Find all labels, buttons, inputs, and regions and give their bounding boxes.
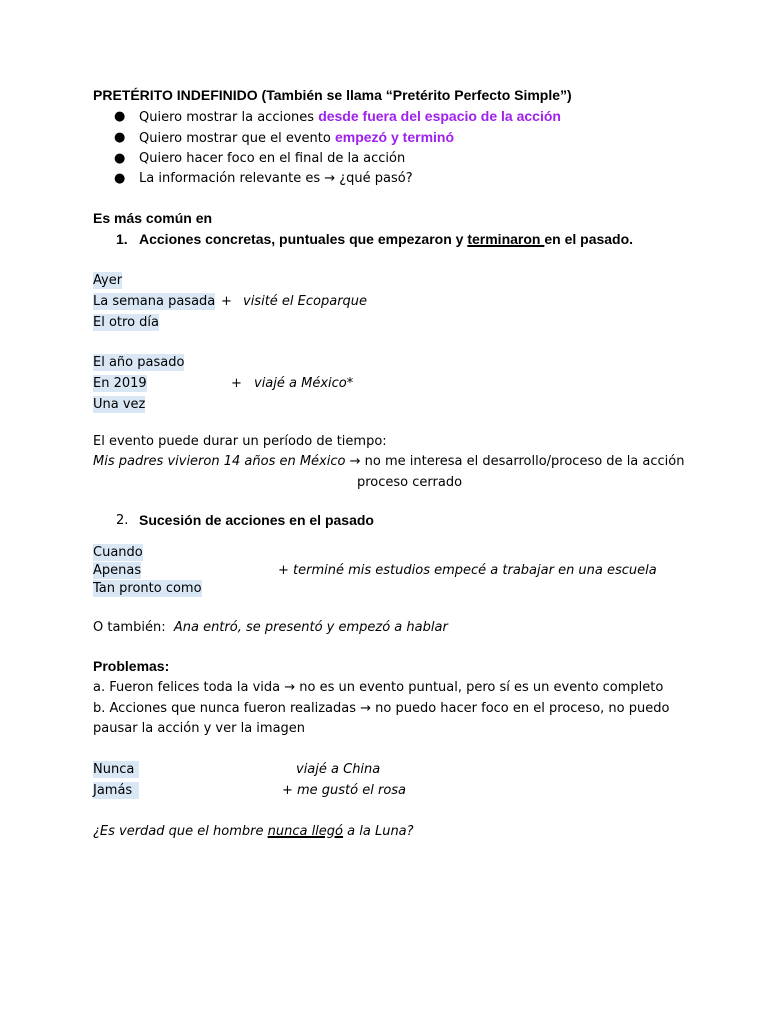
example-sentence: Ana entró, se presentó y empezó a hablar xyxy=(173,620,448,635)
time-expression: Ayer xyxy=(93,273,123,288)
time-expression: El año pasado xyxy=(93,355,185,370)
question-text: ¿Es verdad que el hombre xyxy=(93,824,268,839)
underlined-word: nunca llegó xyxy=(267,824,344,839)
bullet-item xyxy=(139,129,454,147)
explanation-text: → no me interesa el desarrollo/proceso de la acción xyxy=(345,454,685,469)
paragraph: b. Acciones que nunca fueron realizadas → no puedo hacer foco en el proceso, no puedo xyxy=(93,701,670,716)
section-heading: Es más común en xyxy=(93,210,213,226)
plus-sign: + xyxy=(221,294,232,309)
plus-sign: + xyxy=(231,376,242,391)
plus-sign: + xyxy=(282,783,293,798)
bullet-marker: ● xyxy=(114,171,126,186)
bullet-item: Quiero hacer foco en el final de la acción xyxy=(139,151,406,166)
time-expression: Cuando xyxy=(93,545,143,560)
paragraph: pausar la acción y ver la imagen xyxy=(93,721,306,736)
list-item-text: en el pasado. xyxy=(544,231,634,247)
list-item-2: Sucesión de acciones en el pasado xyxy=(139,512,374,528)
time-expression: Nunca xyxy=(93,761,139,778)
page-title: PRETÉRITO INDEFINIDO (También se llama “Pretérito Perfecto Simple”) xyxy=(93,87,572,103)
example-sentence: viajé a México* xyxy=(254,376,354,391)
paragraph xyxy=(93,453,684,470)
label-text: O también: xyxy=(93,620,166,635)
question-text: a la Luna? xyxy=(343,824,414,839)
bullet-marker: ● xyxy=(114,151,126,166)
plus-sign: + xyxy=(278,563,289,578)
time-expression: El otro día xyxy=(93,315,159,330)
bullet-accent-text: empezó y terminó xyxy=(334,129,455,145)
bullet-item xyxy=(139,108,561,126)
list-item-text: Acciones concretas, puntuales que empezaron y xyxy=(139,231,468,247)
time-expression: Tan pronto como xyxy=(93,581,202,596)
example-sentence: me gustó el rosa xyxy=(297,783,407,798)
time-expression: Apenas xyxy=(93,563,142,578)
time-expression: En 2019 xyxy=(93,376,147,391)
question-sentence xyxy=(93,823,414,840)
bullet-text: Quiero mostrar la acciones xyxy=(139,110,319,125)
paragraph xyxy=(93,619,448,636)
time-expression: Jamás xyxy=(93,782,139,799)
example-sentence: visité el Ecoparque xyxy=(243,294,368,309)
paragraph: a. Fueron felices toda la vida → no es un evento puntual, pero sí es un evento completo xyxy=(93,680,664,695)
paragraph: proceso cerrado xyxy=(357,475,463,490)
time-expression: La semana pasada xyxy=(93,294,216,309)
bullet-text: Quiero mostrar que el evento xyxy=(139,131,335,146)
bullet-item: La información relevante es → ¿qué pasó? xyxy=(139,171,413,186)
example-sentence: Mis padres vivieron 14 años en México xyxy=(93,454,346,469)
underlined-word: terminaron xyxy=(467,231,545,247)
section-heading: Problemas: xyxy=(93,658,170,674)
list-number: 1. xyxy=(116,231,128,247)
list-item-1 xyxy=(139,231,633,248)
list-number: 2. xyxy=(116,513,129,528)
example-sentence: viajé a China xyxy=(296,762,381,777)
bullet-marker: ● xyxy=(114,109,126,124)
example-sentence: terminé mis estudios empecé a trabajar en una escuela xyxy=(293,563,657,578)
paragraph: El evento puede durar un período de tiempo: xyxy=(93,434,387,449)
time-expression: Una vez xyxy=(93,397,146,412)
bullet-accent-text: desde fuera del espacio de la acción xyxy=(318,108,561,124)
bullet-marker: ● xyxy=(114,130,126,145)
